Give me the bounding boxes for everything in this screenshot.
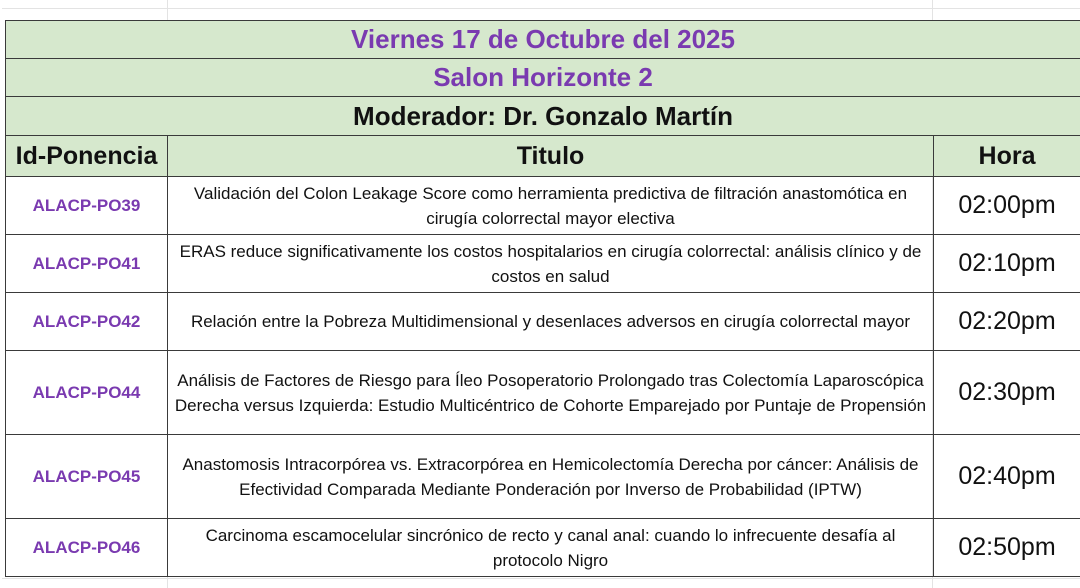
room-header[interactable]: Salon Horizonte 2 xyxy=(6,59,1080,97)
column-header-title[interactable]: Titulo xyxy=(168,136,934,177)
presentation-id-cell[interactable]: ALACP-PO41 xyxy=(6,235,168,293)
presentation-id-cell[interactable]: ALACP-PO46 xyxy=(6,519,168,577)
presentation-time-cell[interactable]: 02:50pm xyxy=(934,519,1080,577)
column-header-id[interactable]: Id-Ponencia xyxy=(6,136,168,177)
presentation-id-cell[interactable]: ALACP-PO39 xyxy=(6,177,168,235)
table-row xyxy=(6,293,1080,351)
column-header-time[interactable]: Hora xyxy=(934,136,1080,177)
table-row xyxy=(6,351,1080,435)
schedule-table xyxy=(5,20,1080,577)
presentation-title-cell[interactable]: Anastomosis Intracorpórea vs. Extracorpórea en Hemicolectomía Derecha por cáncer: Análisis de Efectividad Comparada Mediante Ponderación por Inverso de Probabilidad (IPTW) xyxy=(168,435,934,519)
presentation-title-cell[interactable]: Relación entre la Pobreza Multidimensional y desenlaces adversos en cirugía colorrectal mayor xyxy=(168,293,934,351)
sheet-gridline xyxy=(2,8,1080,9)
presentation-title-cell[interactable]: Validación del Colon Leakage Score como herramienta predictiva de filtración anastomótica en cirugía colorrectal mayor electiva xyxy=(168,177,934,235)
table-row xyxy=(6,235,1080,293)
spreadsheet-area xyxy=(2,0,1080,588)
table-row xyxy=(6,435,1080,519)
date-header[interactable]: Viernes 17 de Octubre del 2025 xyxy=(6,21,1080,59)
presentation-time-cell[interactable]: 02:00pm xyxy=(934,177,1080,235)
presentation-title-cell[interactable]: Carcinoma escamocelular sincrónico de recto y canal anal: cuando lo infrecuente desafía al protocolo Nigro xyxy=(168,519,934,577)
presentation-id-cell[interactable]: ALACP-PO45 xyxy=(6,435,168,519)
presentation-id-cell[interactable]: ALACP-PO42 xyxy=(6,293,168,351)
table-row xyxy=(6,519,1080,577)
presentation-time-cell[interactable]: 02:10pm xyxy=(934,235,1080,293)
presentation-id-cell[interactable]: ALACP-PO44 xyxy=(6,351,168,435)
presentation-time-cell[interactable]: 02:30pm xyxy=(934,351,1080,435)
presentation-title-cell[interactable]: ERAS reduce significativamente los costos hospitalarios en cirugía colorrectal: análisis clínico y de costos en salud xyxy=(168,235,934,293)
column-header-row xyxy=(6,136,1080,177)
table-row xyxy=(6,177,1080,235)
sheet-gridline xyxy=(2,578,1080,579)
presentation-title-cell[interactable]: Análisis de Factores de Riesgo para Íleo Posoperatorio Prolongado tras Colectomía Laparoscópica Derecha versus Izquierda: Estudio Multicéntrico de Cohorte Emparejado por Puntaje de Propensión xyxy=(168,351,934,435)
moderator-header[interactable]: Moderador: Dr. Gonzalo Martín xyxy=(6,97,1080,136)
presentation-time-cell[interactable]: 02:20pm xyxy=(934,293,1080,351)
presentation-time-cell[interactable]: 02:40pm xyxy=(934,435,1080,519)
